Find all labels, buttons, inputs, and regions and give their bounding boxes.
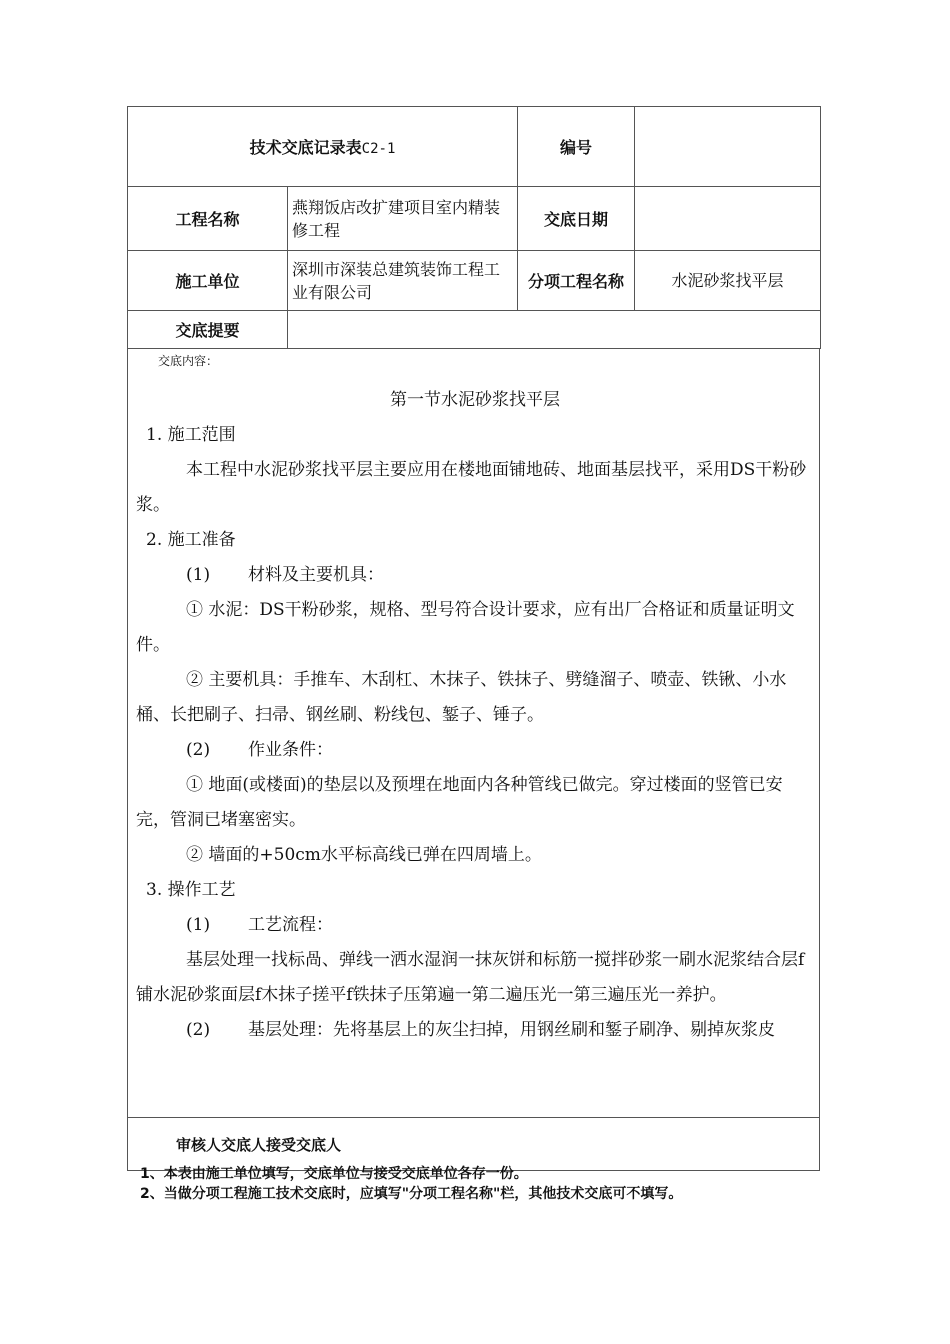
number-label: 编号 bbox=[518, 107, 635, 187]
footnote-1: 1、本表由施工单位填写，交底单位与接受交底单位各存一份。 bbox=[140, 1166, 528, 1182]
conditions-text: 作业条件： bbox=[248, 740, 333, 760]
unit-label: 施工单位 bbox=[128, 251, 288, 311]
date-field[interactable] bbox=[635, 187, 821, 251]
form-title-cell bbox=[128, 107, 518, 187]
materials-num: (1) bbox=[186, 565, 211, 585]
base-layer-text: ① 地面(或楼面)的垫层以及预埋在地面内各种管线已做完。穿过楼面的竖管已安完，管洞已堵塞密实。 bbox=[136, 775, 783, 830]
flow-heading bbox=[136, 908, 814, 943]
base-treatment bbox=[136, 1013, 814, 1048]
flow-text: 基层处理一找标咼、弹线一洒水湿润一抹灰饼和标筋一搅拌砂浆一刷水泥浆结合层f铺水泥砂浆面层f木抹子搓平f铁抹子压第遍一第二遍压光一第三遍压光一养护。 bbox=[136, 950, 805, 1005]
tools-text: ② 主要机具：手推车、木刮杠、木抹子、铁抹子、劈缝溜子、喷壶、铁锹、小水桶、长把刷子、扫帚、钢丝刷、粉线包、錾子、锤子。 bbox=[136, 670, 787, 725]
content-area bbox=[127, 349, 820, 1118]
flow-label: 工艺流程： bbox=[248, 915, 333, 935]
conditions-num: (2) bbox=[186, 740, 211, 760]
record-sheet bbox=[127, 106, 820, 1171]
subitem-field[interactable]: 水泥砂浆找平层 bbox=[635, 251, 821, 311]
content-intro-label: 交底内容： bbox=[158, 354, 219, 368]
base-treatment-num: (2) bbox=[186, 1020, 211, 1040]
process-title: 3. 操作工艺 bbox=[146, 880, 236, 900]
flow-num: (1) bbox=[186, 915, 211, 935]
form-code: C2-1 bbox=[361, 141, 396, 157]
subitem-label: 分项工程名称 bbox=[518, 251, 635, 311]
summary-label: 交底提要 bbox=[128, 311, 288, 349]
scope-text: 本工程中水泥砂浆找平层主要应用在楼地面铺地砖、地面基层找平，采用DS干粉砂浆。 bbox=[136, 460, 807, 515]
date-label: 交底日期 bbox=[518, 187, 635, 251]
form-title: 技术交底记录表 bbox=[249, 138, 362, 157]
materials-text: 材料及主要机具： bbox=[248, 565, 384, 585]
header-table bbox=[127, 106, 821, 349]
materials-heading bbox=[136, 558, 814, 593]
number-field[interactable] bbox=[635, 107, 821, 187]
section-heading: 第一节水泥砂浆找平层 bbox=[390, 390, 560, 410]
unit-field[interactable]: 深圳市深装总建筑装饰工程工业有限公司 bbox=[288, 251, 518, 311]
footnote-2: 2、当做分项工程施工技术交底时，应填写"分项工程名称"栏，其他技术交底可不填写。 bbox=[140, 1186, 683, 1202]
scope-title: 1. 施工范围 bbox=[146, 425, 236, 445]
project-label: 工程名称 bbox=[128, 187, 288, 251]
preparation-title: 2. 施工准备 bbox=[146, 530, 236, 550]
project-field[interactable]: 燕翔饭店改扩建项目室内精装修工程 bbox=[288, 187, 518, 251]
summary-field[interactable] bbox=[288, 311, 821, 349]
cement-text: ① 水泥：DS干粉砂浆，规格、型号符合设计要求，应有出厂合格证和质量证明文件。 bbox=[136, 600, 795, 655]
footnotes bbox=[140, 1164, 682, 1204]
base-treatment-text: 基层处理：先将基层上的灰尘扫掉，用钢丝刷和錾子刷净、剔掉灰浆皮 bbox=[248, 1020, 775, 1040]
conditions-heading bbox=[136, 733, 814, 768]
level-line-text: ② 墙面的+50cm水平标高线已弹在四周墙上。 bbox=[186, 845, 542, 865]
content-body bbox=[136, 383, 814, 1048]
signature-labels: 审核人交底人接受交底人 bbox=[176, 1136, 342, 1154]
